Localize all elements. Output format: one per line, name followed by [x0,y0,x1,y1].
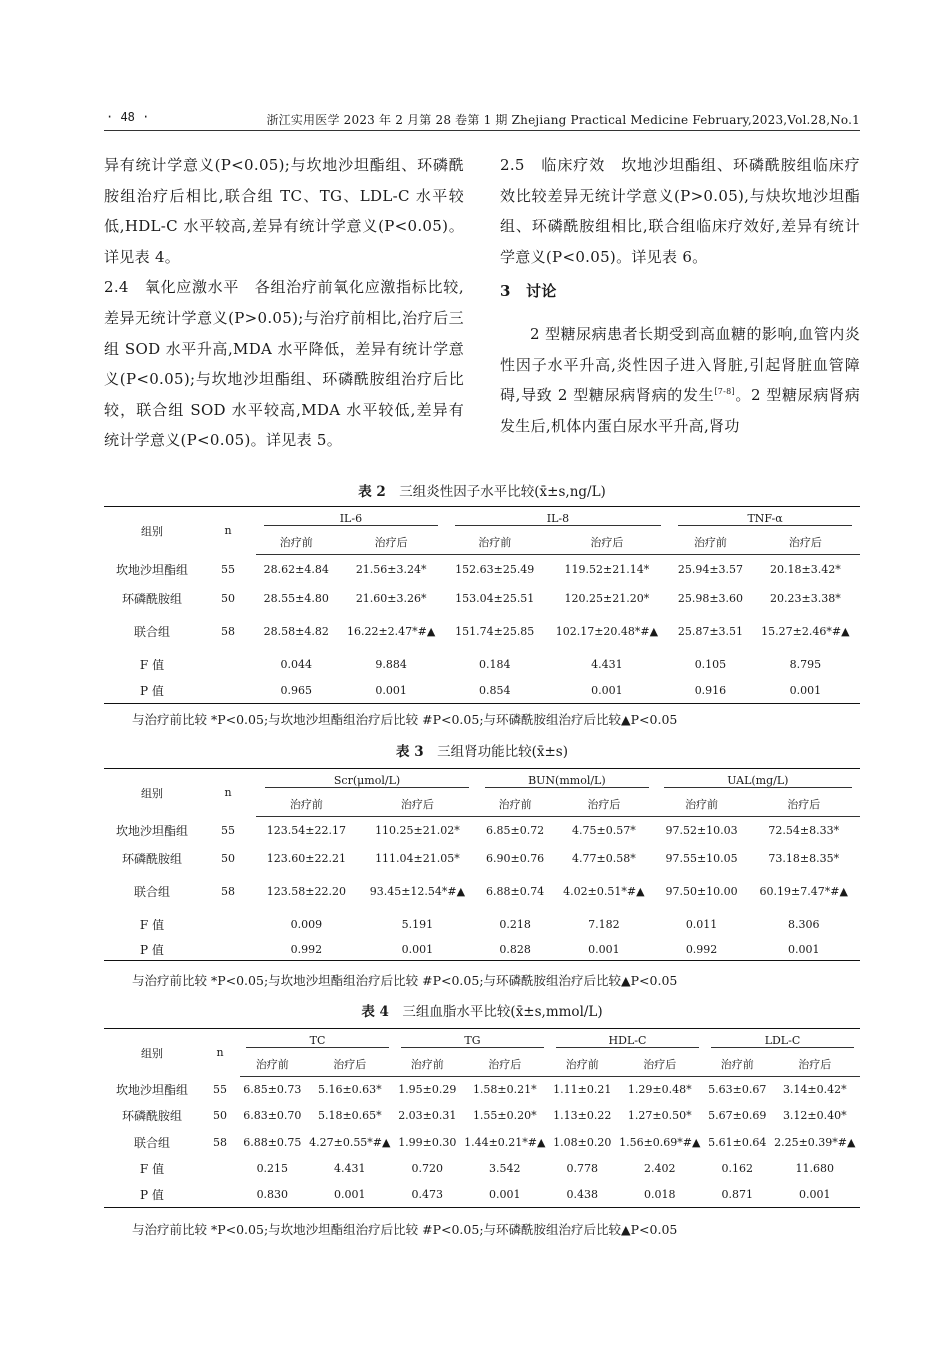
section-heading: 2.5 临床疗效 [500,156,606,174]
table-cell: 1.27±0.50* [627,1109,692,1122]
group-header: UAL(mg/L) [656,769,860,793]
column-header: n [216,1046,224,1060]
table-cell: 120.25±21.20* [564,591,650,605]
table-cell: 153.04±25.51 [455,591,535,605]
row-label: 坎地沙坦酯组 [115,1083,188,1097]
table-cell: 111.04±21.05* [375,852,460,865]
table-cell: 3.542 [489,1162,521,1175]
table-cell: 0.184 [478,657,511,671]
table-cell: 21.56±3.24* [355,562,427,576]
table-footnote: 与治疗前比较 *P<0.05;与坎地沙坦酯组治疗后比较 #P<0.05;与环磷酰胺组治疗后比较▲P<0.05 [132,973,678,988]
table-row [104,1103,860,1129]
sub-header: 治疗前 [240,1053,305,1077]
row-label: 环磷酰胺组 [121,852,182,866]
group-header: TNF-α [670,507,860,531]
sub-header: 治疗后 [770,1053,860,1077]
table-cell: 97.52±10.03 [665,824,738,838]
table-cell: 4.77±0.58* [572,852,636,865]
table-cell: 1.58±0.21* [472,1083,537,1097]
table-caption: 表 2 三组炎性因子水平比较(x̄±s,ng/L) [358,484,606,500]
table-cell: 25.98±3.60 [677,591,744,605]
table-row [104,679,860,704]
table-cell: 0.009 [290,918,323,931]
table-cell: 55 [221,562,235,576]
table-cell: 0.001 [789,684,822,698]
table-blood-lipids [104,1028,860,1208]
table-cell: 5.16±0.63* [317,1083,382,1097]
table-cell: 1.11±0.21 [553,1083,612,1097]
row-label: F 值 [139,1162,165,1176]
table-cell: 1.95±0.29 [398,1083,457,1097]
table-cell: 6.83±0.70 [243,1109,302,1122]
table-cell: 60.19±7.47*#▲ [759,885,848,898]
table-inflammatory-factors [104,506,860,704]
group-header: BUN(mmol/L) [478,769,656,793]
row-label: F 值 [139,918,165,932]
table-cell: 0.854 [478,684,511,698]
table-cell: 8.795 [789,657,822,671]
table-cell: 0.992 [290,942,323,956]
table-cell: 0.720 [411,1162,444,1175]
right-column [500,150,860,441]
sub-header: 治疗后 [615,1053,705,1077]
column-header: n [224,524,232,538]
table-cell: 0.001 [787,942,820,956]
paragraph: 2 型糖尿病患者长期受到高血糖的影响,血管内炎性因子水平升高,炎性因子进入肾脏,引起肾脏血管障碍,导致 2 型糖尿病肾病的发生[7-8]。2 型糖尿病肾病发生后,机体内蛋白尿水平升高,肾功 [500,324,860,435]
row-label: 环磷酰胺组 [121,591,182,606]
table-caption: 表 3 三组肾功能比较(x̄±s) [396,744,568,760]
table-cell: 73.18±8.35* [768,852,840,865]
group-header: Scr(μmol/L) [256,769,478,793]
row-label: 联合组 [133,885,170,899]
column-header: 组别 [141,524,163,538]
table-cell: 0.992 [685,942,718,956]
table-cell: 0.018 [644,1187,676,1201]
table-cell: 9.884 [375,657,407,671]
table-row [104,1156,860,1182]
table-cell [200,650,256,679]
table-row [104,939,860,961]
table-cell: 6.88±0.75 [243,1135,302,1149]
table-cell: 0.438 [566,1187,599,1201]
table-cell [200,1182,240,1208]
table-cell: 0.830 [256,1187,289,1201]
group-header: IL-8 [446,507,670,531]
table-row [104,613,860,650]
sub-header: 治疗前 [705,1053,770,1077]
table-cell: 25.94±3.57 [677,562,744,576]
table-cell: 0.001 [401,942,434,956]
sub-header: 治疗前 [670,531,751,555]
column-header: 组别 [141,1046,163,1060]
table-cell: 0.105 [694,657,727,671]
sub-header: 治疗后 [460,1053,550,1077]
table-cell [200,1156,240,1182]
table-cell: 55 [213,1083,227,1096]
table-cell: 21.60±3.26* [355,591,427,605]
table-cell: 0.473 [411,1187,444,1201]
table-row [104,873,860,911]
table-cell: 6.85±0.72 [485,824,545,838]
table-cell: 119.52±21.14* [564,562,650,576]
table-row [104,817,860,845]
row-label: 坎地沙坦酯组 [115,824,188,838]
table-cell: 0.871 [721,1187,754,1201]
section-title: 3 讨论 [500,282,557,301]
table-cell: 16.22±2.47*#▲ [346,624,436,638]
table-cell: 0.001 [588,942,620,956]
column-header: n [224,786,232,800]
row-label: 联合组 [133,624,170,639]
table-cell: 20.23±3.38* [770,591,841,605]
table-cell: 0.828 [499,942,531,956]
table-row [104,650,860,679]
group-header: IL-6 [256,507,446,531]
table-cell: 50 [213,1109,227,1122]
table-cell: 6.90±0.76 [485,852,545,865]
sub-header: 治疗后 [552,793,656,817]
table-cell: 5.61±0.64 [708,1135,767,1149]
paragraph: 2.4 氧化应激水平 各组治疗前氧化应激指标比较,差异无统计学意义(P>0.05);与治疗前相比,治疗后三组 SOD 水平升高,MDA 水平降低，差异有统计学意义(P<0.05);与坎地沙坦酯组、环磷酰胺组治疗后比较，联合组 SOD 水平较高,MDA 水平较低,差异有统计学意义(P<0.05)。详见表 5。 [104,278,464,450]
table-cell: 0.001 [489,1187,521,1201]
table-row [104,584,860,613]
table-cell: 1.55±0.20* [472,1109,537,1122]
row-label: 坎地沙坦酯组 [115,562,188,577]
table-cell: 58 [221,885,235,898]
sub-header: 治疗前 [478,793,552,817]
table-cell: 1.99±0.30 [398,1135,457,1149]
table-caption: 表 4 三组血脂水平比较(x̄±s,mmol/L) [361,1004,603,1020]
table-cell: 72.54±8.33* [768,824,840,838]
sub-header: 治疗后 [357,793,478,817]
table-cell [200,939,256,961]
group-header: TG [395,1029,550,1053]
table-cell: 152.63±25.49 [455,562,535,576]
table-cell: 0.001 [334,1187,366,1201]
left-column [104,150,464,456]
citation: [7-8] [714,387,735,397]
table-cell: 123.58±22.20 [266,885,346,898]
table-cell: 5.67±0.69 [708,1109,767,1122]
table-cell: 5.191 [401,918,434,931]
table-cell: 1.08±0.20 [553,1135,612,1149]
table-cell: 0.011 [685,918,718,931]
table-cell: 2.03±0.31 [398,1109,457,1122]
section-heading: 2.4 氧化应激水平 [104,278,240,297]
table-cell: 6.85±0.73 [243,1083,302,1097]
sub-header: 治疗前 [256,531,337,555]
table-cell: 97.50±10.00 [665,885,738,898]
table-cell: 97.55±10.05 [665,852,738,865]
table-footnote: 与治疗前比较 *P<0.05;与坎地沙坦酯组治疗后比较 #P<0.05;与环磷酰胺组治疗后比较▲P<0.05 [132,1222,678,1237]
table-row [104,1129,860,1156]
table-cell [200,911,256,939]
row-label: P 值 [140,942,164,957]
table-cell: 20.18±3.42* [770,562,841,576]
sub-header: 治疗前 [395,1053,460,1077]
sub-header: 治疗后 [751,531,860,555]
table-cell [200,679,256,704]
page-number: · 48 · [106,110,150,124]
table-cell: 28.58±4.82 [263,624,329,638]
table-cell: 4.75±0.57* [572,824,636,838]
running-header [104,106,860,131]
table-cell: 7.182 [588,918,620,931]
table-cell: 5.63±0.67 [708,1083,767,1097]
table-row [104,911,860,939]
table-row [104,1077,860,1103]
table-cell: 0.044 [280,657,313,671]
table-cell: 1.13±0.22 [553,1109,612,1122]
table-cell: 0.001 [799,1187,831,1201]
table-cell: 1.29±0.48* [627,1083,692,1097]
table-cell: 28.62±4.84 [263,562,329,576]
row-label: 环磷酰胺组 [121,1109,182,1123]
sub-header: 治疗前 [256,793,357,817]
table-cell: 93.45±12.54*#▲ [369,885,466,898]
table-cell: 3.14±0.42* [782,1083,847,1097]
table-cell: 0.965 [280,684,313,698]
table-cell: 0.162 [721,1162,754,1175]
sub-header: 治疗后 [337,531,446,555]
table-renal-function [104,768,860,961]
paragraph: 异有统计学意义(P<0.05);与坎地沙坦酯组、环磷酰胺组治疗后相比,联合组 TC、TG、LDL-C 水平较低,HDL-C 水平较高,差异有统计学意义(P<0.05)。详见表 4。 [104,156,464,266]
row-label: 联合组 [133,1135,170,1150]
table-cell: 123.54±22.17 [266,824,346,838]
table-cell: 58 [213,1135,227,1149]
group-header: TC [240,1029,395,1053]
table-cell: 2.402 [644,1162,676,1175]
table-cell: 55 [221,824,235,837]
sub-header: 治疗前 [656,793,748,817]
table-cell: 4.02±0.51*#▲ [563,885,645,898]
table-cell: 6.88±0.74 [485,885,545,898]
table-cell: 0.778 [566,1162,599,1175]
table-cell: 25.87±3.51 [677,624,744,638]
sub-header: 治疗后 [544,531,671,555]
table-cell: 0.218 [499,918,531,931]
table-cell: 110.25±21.02* [375,824,460,838]
table-cell: 4.431 [591,657,623,671]
table-cell: 15.27±2.46*#▲ [761,624,850,638]
paragraph: 2.5 临床疗效 坎地沙坦酯组、环磷酰胺组临床疗效比较差异无统计学意义(P>0.05),与炔坎地沙坦酯组、环磷酰胺组相比,联合组临床疗效好,差异有统计学意义(P<0.05)。详见表 6。 [500,156,860,266]
journal-info: 浙江实用医学 2023 年 2 月第 28 卷第 1 期 Zhejiang Practical Medicine February,2023,Vol.28,No.1 [266,113,860,127]
table-cell: 0.001 [591,684,623,698]
table-footnote: 与治疗前比较 *P<0.05;与坎地沙坦酯组治疗后比较 #P<0.05;与环磷酰胺组治疗后比较▲P<0.05 [132,712,678,727]
table-cell: 28.55±4.80 [263,591,329,605]
table-cell: 50 [221,852,235,865]
table-cell: 11.680 [795,1162,835,1175]
table-cell: 2.25±0.39*#▲ [774,1135,856,1149]
column-header: 组别 [141,786,163,800]
sub-header: 治疗后 [305,1053,395,1077]
table-cell: 58 [221,624,235,638]
table-cell: 123.60±22.21 [266,852,346,865]
table-cell: 0.215 [256,1162,289,1175]
table-cell: 0.001 [375,684,407,698]
table-cell: 5.18±0.65* [317,1109,382,1122]
table-cell: 1.44±0.21*#▲ [464,1135,546,1149]
row-label: P 值 [140,1187,164,1202]
table-cell: 102.17±20.48*#▲ [555,624,659,638]
table-row [104,1182,860,1208]
table-cell: 1.56±0.69*#▲ [619,1135,701,1149]
group-header: HDL-C [550,1029,705,1053]
table-row [104,845,860,873]
sub-header: 治疗前 [550,1053,615,1077]
sub-header: 治疗前 [446,531,544,555]
table-row [104,555,860,584]
table-cell: 8.306 [787,918,820,931]
sub-header: 治疗后 [747,793,860,817]
table-cell: 151.74±25.85 [455,624,535,638]
table-cell: 0.916 [694,684,727,698]
table-cell: 3.12±0.40* [782,1109,847,1122]
table-cell: 4.431 [334,1162,366,1175]
row-label: F 值 [139,657,165,672]
table-cell: 4.27±0.55*#▲ [309,1135,391,1149]
table-cell: 50 [221,591,235,605]
group-header: LDL-C [705,1029,860,1053]
row-label: P 值 [140,684,164,699]
